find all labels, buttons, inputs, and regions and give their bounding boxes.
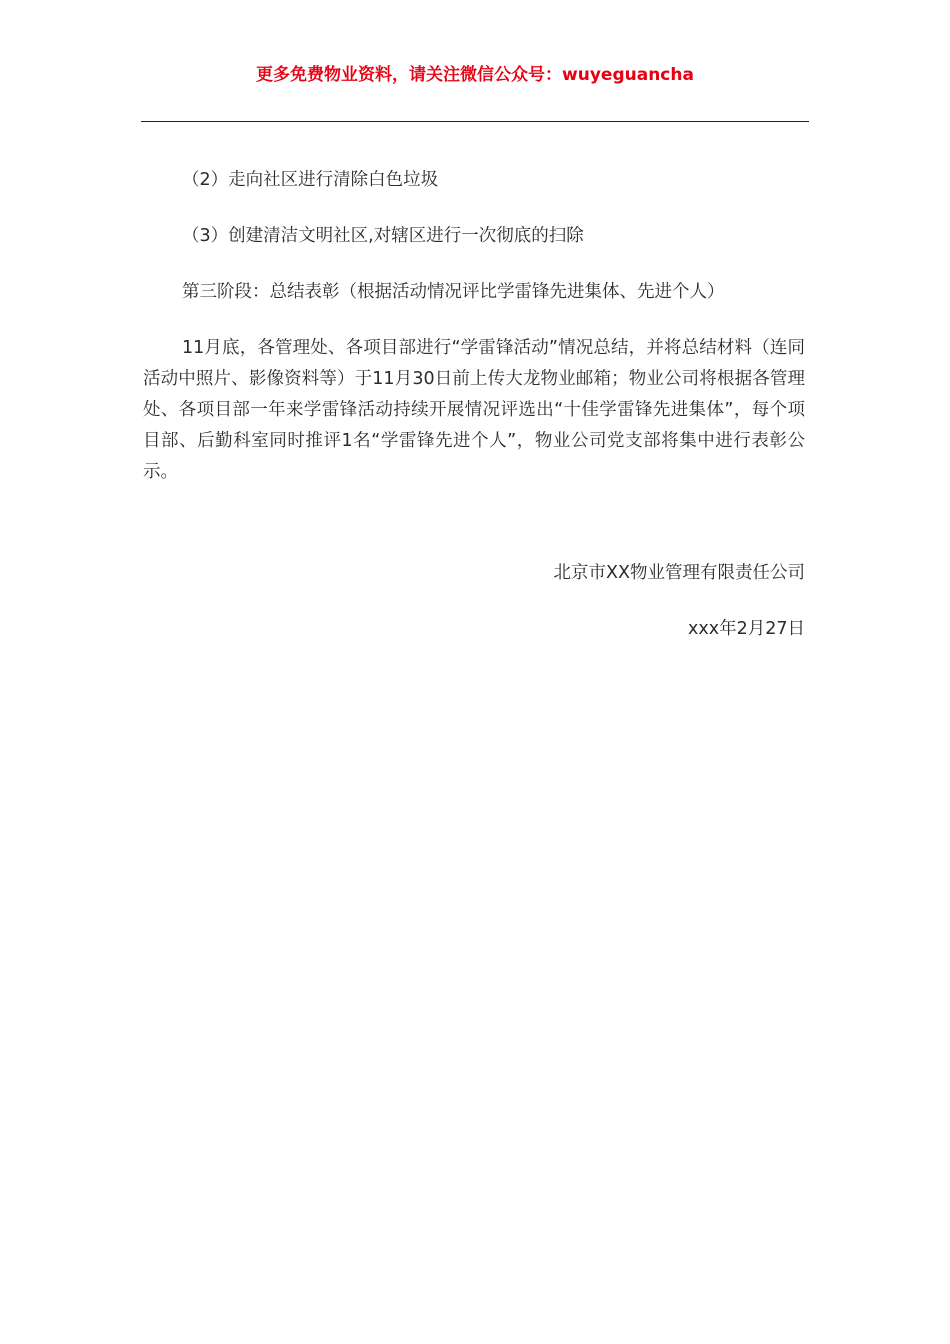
header-divider — [141, 121, 809, 122]
paragraph-step-2: （2）走向社区进行清除白色垃圾 — [182, 170, 439, 190]
paragraph-summary: 11月底，各管理处、各项目部进行“学雷锋活动”情况总结，并将总结材料（连同活动中照片、影像资料等）于11月30日前上传大龙物业邮箱；物业公司将根据各管理处、各项目部一年来学雷锋活动持续开展情况评选出“十佳学雷锋先进集体”，每个项目部、后勤科室同时推评1名“学雷锋先进个人”，物业公司党支部将集中进行表彰公示。 — [143, 338, 805, 482]
signature-date: xxx年2月27日 — [688, 619, 805, 639]
paragraph-step-3: （3）创建清洁文明社区,对辖区进行一次彻底的扫除 — [182, 226, 584, 246]
header-promo-text: 更多免费物业资料，请关注微信公众号：wuyeguancha — [256, 65, 694, 85]
document-body — [143, 165, 805, 514]
paragraph-stage-3-heading: 第三阶段：总结表彰（根据活动情况评比学雷锋先进集体、先进个人） — [182, 282, 725, 302]
signature-company: 北京市XX物业管理有限责任公司 — [553, 563, 805, 583]
